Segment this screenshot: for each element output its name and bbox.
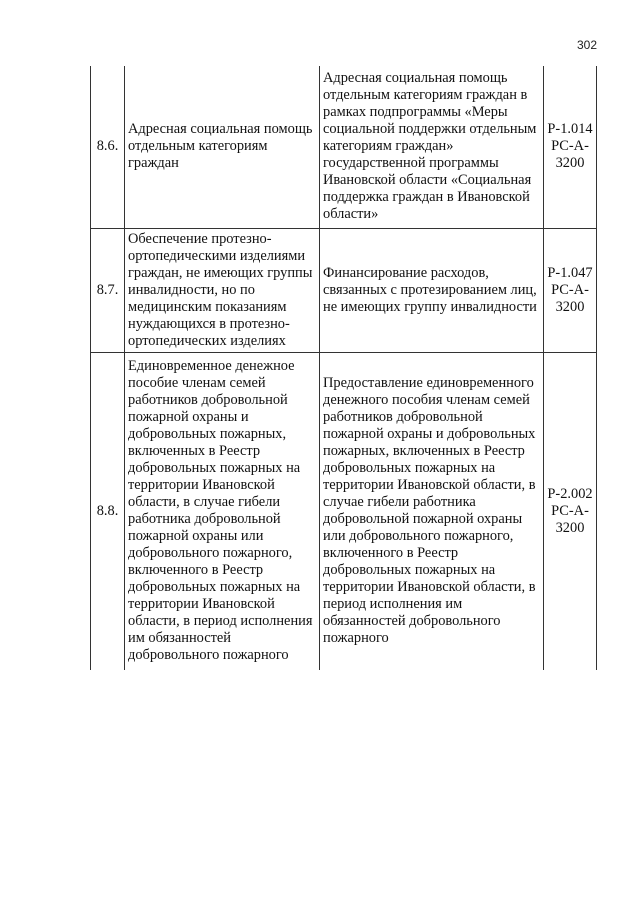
code-line: 3200 [555,155,585,172]
row-code-cell [544,66,597,228]
row-description-cell: Адресная социальная помощь отдельным категориям граждан в рамках подпрограммы «Меры социальной поддержки отдельным категориям граждан» государственной программы Ивановской области «Социальная поддержка граждан в Ивановской области» [320,66,544,228]
row-name-cell: Адресная социальная помощь отдельным категориям граждан [125,66,320,228]
row-code-cell [544,352,597,670]
code-line: РС-А- [551,138,589,155]
row-name-cell: Единовременное денежное пособие членам семей работников добровольной пожарной охраны и добровольных пожарных, включенных в Реестр добровольных пожарных на территории Ивановской области, в случае гибели работника добровольной пожарной охраны или добровольного пожарного, включенного в Реестр добровольных пожарных на территории Ивановской области, в период исполнения им обязанностей добровольного пожарного [125,352,320,670]
code-line: Р-1.047 [547,264,593,281]
row-number-cell: 8.7. [91,228,125,352]
row-number-cell: 8.6. [91,66,125,228]
row-code-cell [544,228,597,352]
document-table [90,66,597,670]
code-line: 3200 [555,298,585,315]
row-description-cell: Финансирование расходов, связанных с протезированием лиц, не имеющих группу инвалидности [320,228,544,352]
code-line: РС-А- [551,502,589,519]
row-name-cell: Обеспечение протезно-ортопедическими изделиями граждан, не имеющих группы инвалидности, но по медицинским показаниям нуждающихся в протезно-ортопедических изделиях [125,228,320,352]
table-row [91,352,597,670]
code-line: Р-1.014 [547,121,593,138]
table-row [91,66,597,228]
code-line: 3200 [555,519,585,536]
row-number-cell: 8.8. [91,352,125,670]
page-number: 302 [576,38,597,52]
code-line: РС-А- [551,281,589,298]
table-row [91,228,597,352]
code-line: Р-2.002 [547,485,593,502]
row-description-cell: Предоставление единовременного денежного пособия членам семей работников добровольной пожарной охраны и добровольных пожарных, включенных в Реестр добровольных пожарных на территории Ивановской области, в случае гибели работника добровольной пожарной охраны или добровольного пожарного, включенного в Реестр добровольных пожарных на территории Ивановской области, в период исполнения им обязанностей добровольного пожарного [320,352,544,670]
